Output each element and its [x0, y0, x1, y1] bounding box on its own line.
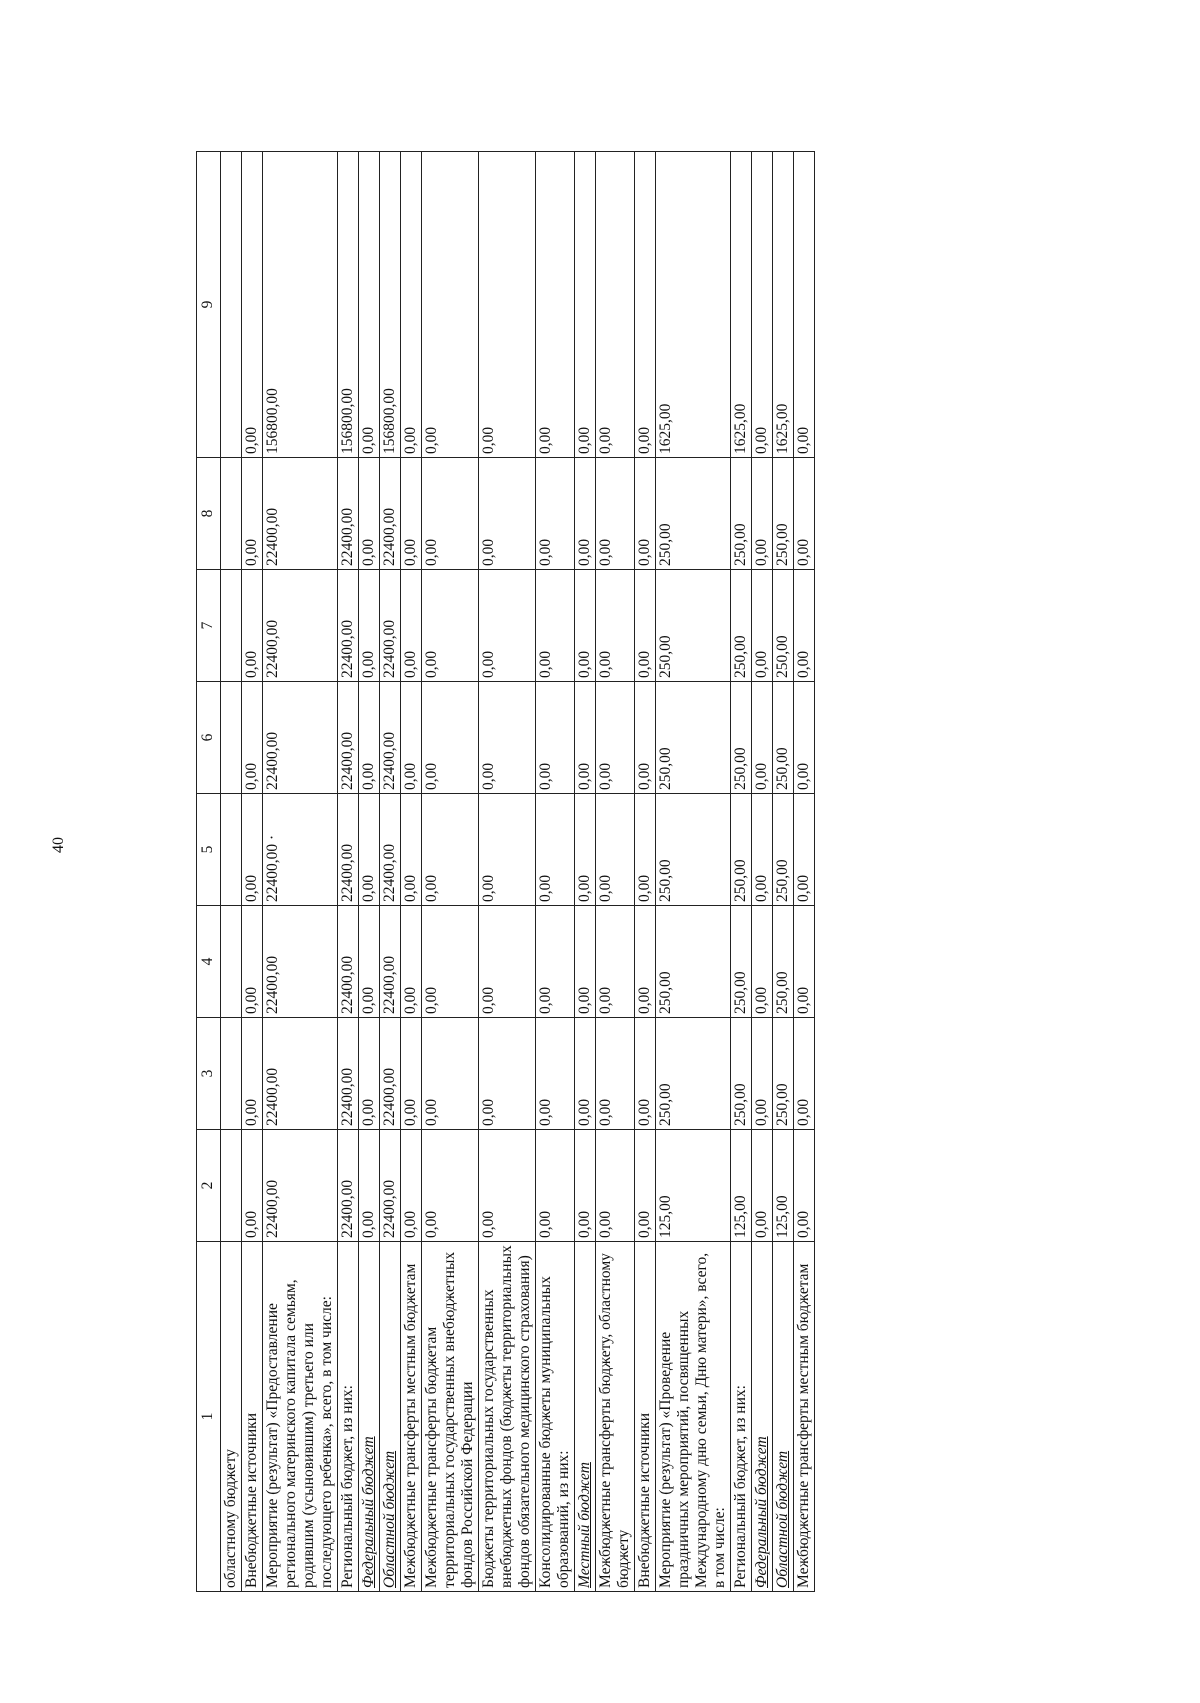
row-label: Областной бюджет	[773, 1242, 794, 1592]
value-cell: 125,00	[656, 1130, 731, 1242]
row-label: областному бюджету	[221, 1242, 242, 1592]
row-label: Федеральный бюджет	[752, 1242, 773, 1592]
value-cell: 0,00	[575, 906, 596, 1018]
row-label: Областной бюджет	[380, 1242, 401, 1592]
header-cell: 8	[197, 458, 221, 570]
value-cell: 0,00	[479, 458, 536, 570]
value-cell: 0,00	[479, 1130, 536, 1242]
header-cell: 5	[197, 794, 221, 906]
value-cell: 0,00	[794, 1018, 815, 1130]
value-cell: 0,00	[752, 1018, 773, 1130]
table-row	[731, 152, 752, 1592]
table-row	[401, 152, 422, 1592]
value-cell: 250,00	[731, 906, 752, 1018]
value-cell: 0,00	[596, 682, 635, 794]
value-cell: 0,00	[479, 682, 536, 794]
value-cell: 250,00	[773, 458, 794, 570]
value-cell: 250,00	[656, 794, 731, 906]
value-cell: 0,00	[422, 1018, 479, 1130]
value-cell: 0,00	[536, 794, 575, 906]
header-cell: 2	[197, 1130, 221, 1242]
row-label: Мероприятие (результат) «Проведение праздничных мероприятий, посвященных Международному дню семьи, Дню матери», всего, в том числе:	[656, 1242, 731, 1592]
header-cell: 4	[197, 906, 221, 1018]
value-cell: 0,00	[752, 152, 773, 458]
value-cell: 0,00	[635, 906, 656, 1018]
table-row	[263, 152, 338, 1592]
value-cell	[221, 458, 242, 570]
value-cell: 0,00	[359, 1130, 380, 1242]
table-row	[242, 152, 263, 1592]
value-cell: 22400,00	[338, 1130, 359, 1242]
value-cell: 0,00	[401, 570, 422, 682]
value-cell: 0,00	[422, 458, 479, 570]
value-cell: 0,00	[242, 1130, 263, 1242]
value-cell: 0,00	[596, 1130, 635, 1242]
table-row	[479, 152, 536, 1592]
value-cell: 0,00	[401, 682, 422, 794]
value-cell: 250,00	[731, 458, 752, 570]
value-cell: 0,00	[752, 906, 773, 1018]
value-cell: 22400,00	[380, 1130, 401, 1242]
row-label: Федеральный бюджет	[359, 1242, 380, 1592]
value-cell	[221, 1130, 242, 1242]
value-cell: 0,00	[635, 152, 656, 458]
value-cell: 0,00	[752, 1130, 773, 1242]
value-cell: 0,00	[422, 1130, 479, 1242]
value-cell: 156800,00	[380, 152, 401, 458]
value-cell: 22400,00	[380, 906, 401, 1018]
value-cell: 22400,00 ·	[263, 794, 338, 906]
value-cell: 0,00	[401, 1130, 422, 1242]
value-cell: 0,00	[794, 794, 815, 906]
value-cell: 22400,00	[380, 794, 401, 906]
value-cell: 0,00	[575, 152, 596, 458]
value-cell	[221, 570, 242, 682]
table-body	[221, 152, 815, 1592]
value-cell: 0,00	[575, 794, 596, 906]
value-cell: 22400,00	[380, 682, 401, 794]
row-label: Консолидированные бюджеты муниципальных образований, из них:	[536, 1242, 575, 1592]
value-cell	[221, 152, 242, 458]
value-cell: 0,00	[359, 794, 380, 906]
value-cell: 0,00	[359, 458, 380, 570]
value-cell: 250,00	[731, 570, 752, 682]
value-cell: 250,00	[773, 682, 794, 794]
value-cell	[221, 1018, 242, 1130]
value-cell: 0,00	[479, 1018, 536, 1130]
value-cell: 0,00	[596, 152, 635, 458]
value-cell: 125,00	[731, 1130, 752, 1242]
value-cell: 250,00	[656, 1018, 731, 1130]
value-cell: 22400,00	[263, 906, 338, 1018]
row-label: Межбюджетные трансферты местным бюджетам	[794, 1242, 815, 1592]
value-cell: 0,00	[794, 682, 815, 794]
value-cell: 0,00	[479, 570, 536, 682]
value-cell: 0,00	[794, 458, 815, 570]
value-cell: 250,00	[731, 794, 752, 906]
table-row	[338, 152, 359, 1592]
value-cell: 0,00	[635, 570, 656, 682]
budget-table	[196, 151, 815, 1592]
value-cell: 0,00	[242, 458, 263, 570]
value-cell: 0,00	[536, 682, 575, 794]
value-cell: 0,00	[401, 152, 422, 458]
value-cell: 0,00	[635, 458, 656, 570]
value-cell: 0,00	[596, 570, 635, 682]
value-cell	[221, 682, 242, 794]
value-cell: 22400,00	[338, 570, 359, 682]
value-cell: 0,00	[575, 682, 596, 794]
table-row	[536, 152, 575, 1592]
value-cell: 0,00	[575, 458, 596, 570]
row-label: Внебюджетные источники	[242, 1242, 263, 1592]
value-cell: 250,00	[773, 906, 794, 1018]
value-cell: 0,00	[536, 152, 575, 458]
value-cell: 1625,00	[656, 152, 731, 458]
table-row	[656, 152, 731, 1592]
row-label: Мероприятие (результат) «Предоставление регионального материнского капитала семьям, родившим (усыновившим) третьего или последующего ребенка», всего, в том числе:	[263, 1242, 338, 1592]
value-cell: 22400,00	[380, 458, 401, 570]
value-cell: 0,00	[359, 1018, 380, 1130]
value-cell: 22400,00	[338, 1018, 359, 1130]
value-cell: 250,00	[656, 458, 731, 570]
value-cell: 22400,00	[338, 906, 359, 1018]
value-cell: 0,00	[596, 906, 635, 1018]
value-cell: 0,00	[242, 794, 263, 906]
value-cell: 22400,00	[338, 458, 359, 570]
value-cell: 0,00	[635, 1018, 656, 1130]
value-cell: 0,00	[752, 458, 773, 570]
table-row	[773, 152, 794, 1592]
value-cell: 22400,00	[380, 570, 401, 682]
value-cell: 0,00	[635, 682, 656, 794]
header-cell: 9	[197, 152, 221, 458]
value-cell: 0,00	[422, 682, 479, 794]
value-cell: 1625,00	[773, 152, 794, 458]
row-label: Межбюджетные трансферты бюджету, областному бюджету	[596, 1242, 635, 1592]
row-label: Межбюджетные трансферты местным бюджетам	[401, 1242, 422, 1592]
header-cell: 6	[197, 682, 221, 794]
value-cell: 0,00	[359, 152, 380, 458]
value-cell: 0,00	[242, 570, 263, 682]
value-cell: 0,00	[479, 794, 536, 906]
value-cell: 0,00	[596, 458, 635, 570]
value-cell: 0,00	[575, 1130, 596, 1242]
row-label: Межбюджетные трансферты бюджетам территориальных государственных внебюджетных фондов Российской Федерации	[422, 1242, 479, 1592]
value-cell: 0,00	[536, 1130, 575, 1242]
page-number: 40	[50, 837, 67, 853]
value-cell: 0,00	[794, 152, 815, 458]
row-label: Внебюджетные источники	[635, 1242, 656, 1592]
value-cell: 250,00	[656, 906, 731, 1018]
value-cell: 0,00	[536, 570, 575, 682]
table-row	[635, 152, 656, 1592]
value-cell: 250,00	[773, 794, 794, 906]
value-cell: 250,00	[731, 1018, 752, 1130]
value-cell: 0,00	[794, 1130, 815, 1242]
table-row	[794, 152, 815, 1592]
header-row	[197, 152, 221, 1592]
value-cell: 0,00	[536, 458, 575, 570]
row-label: Местный бюджет	[575, 1242, 596, 1592]
value-cell: 0,00	[401, 906, 422, 1018]
table-row	[596, 152, 635, 1592]
value-cell: 0,00	[242, 1018, 263, 1130]
value-cell: 22400,00	[263, 570, 338, 682]
row-label: Региональный бюджет, из них:	[731, 1242, 752, 1592]
header-cell: 1	[197, 1242, 221, 1592]
table-row	[359, 152, 380, 1592]
table-row	[221, 152, 242, 1592]
table-row	[575, 152, 596, 1592]
value-cell: 22400,00	[380, 1018, 401, 1130]
value-cell: 0,00	[635, 1130, 656, 1242]
value-cell: 250,00	[656, 682, 731, 794]
value-cell: 0,00	[752, 682, 773, 794]
value-cell: 0,00	[401, 794, 422, 906]
value-cell: 0,00	[536, 906, 575, 1018]
value-cell: 0,00	[596, 1018, 635, 1130]
value-cell: 0,00	[422, 570, 479, 682]
value-cell: 125,00	[773, 1130, 794, 1242]
value-cell: 0,00	[359, 682, 380, 794]
value-cell: 156800,00	[263, 152, 338, 458]
value-cell: 0,00	[575, 1018, 596, 1130]
value-cell: 0,00	[536, 1018, 575, 1130]
value-cell: 0,00	[401, 1018, 422, 1130]
value-cell: 0,00	[752, 570, 773, 682]
value-cell: 0,00	[794, 906, 815, 1018]
value-cell: 0,00	[242, 152, 263, 458]
value-cell: 22400,00	[263, 682, 338, 794]
table-row	[380, 152, 401, 1592]
value-cell: 22400,00	[338, 682, 359, 794]
value-cell: 0,00	[479, 152, 536, 458]
value-cell: 0,00	[401, 458, 422, 570]
value-cell: 0,00	[242, 682, 263, 794]
value-cell: 0,00	[422, 152, 479, 458]
value-cell: 22400,00	[263, 1130, 338, 1242]
value-cell: 0,00	[794, 570, 815, 682]
value-cell: 0,00	[575, 570, 596, 682]
value-cell: 0,00	[422, 794, 479, 906]
row-label: Региональный бюджет, из них:	[338, 1242, 359, 1592]
value-cell	[221, 906, 242, 1018]
table-row	[422, 152, 479, 1592]
value-cell: 22400,00	[338, 794, 359, 906]
header-cell: 7	[197, 570, 221, 682]
value-cell: 0,00	[635, 794, 656, 906]
value-cell: 0,00	[359, 906, 380, 1018]
value-cell: 1625,00	[731, 152, 752, 458]
value-cell: 0,00	[596, 794, 635, 906]
header-cell: 3	[197, 1018, 221, 1130]
value-cell: 0,00	[422, 906, 479, 1018]
rotated-table-container	[196, 152, 1084, 1592]
value-cell: 250,00	[656, 570, 731, 682]
value-cell: 156800,00	[338, 152, 359, 458]
row-label: Бюджеты территориальных государственных внебюджетных фондов (бюджеты территориальных фондов обязательного медицинского страхования)	[479, 1242, 536, 1592]
value-cell: 250,00	[773, 1018, 794, 1130]
table-row	[752, 152, 773, 1592]
value-cell: 22400,00	[263, 1018, 338, 1130]
value-cell: 0,00	[752, 794, 773, 906]
value-cell: 22400,00	[263, 458, 338, 570]
value-cell	[221, 794, 242, 906]
value-cell: 0,00	[479, 906, 536, 1018]
value-cell: 250,00	[773, 570, 794, 682]
value-cell: 250,00	[731, 682, 752, 794]
value-cell: 0,00	[359, 570, 380, 682]
value-cell: 0,00	[242, 906, 263, 1018]
